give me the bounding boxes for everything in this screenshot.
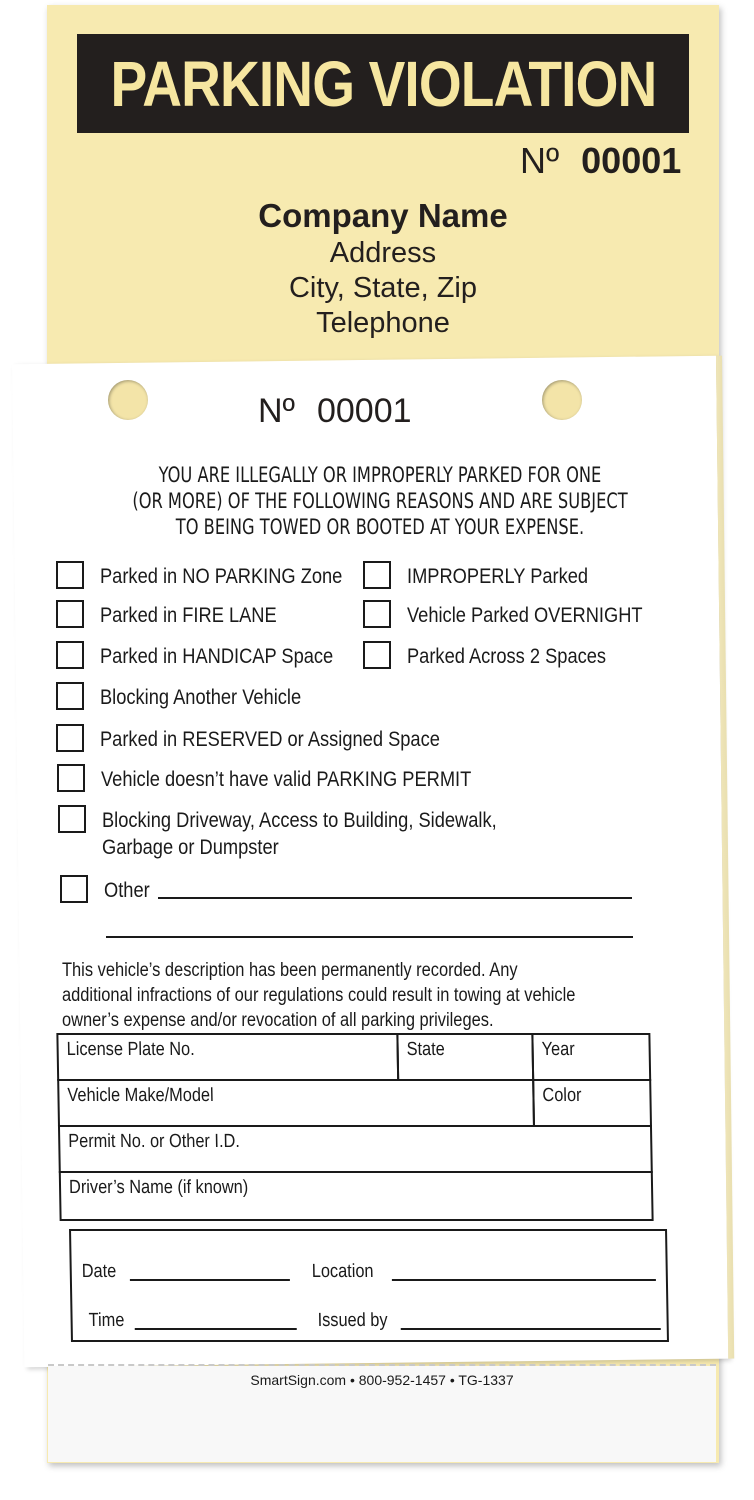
checkbox[interactable]	[60, 875, 88, 903]
number-symbol: Nº	[258, 392, 295, 430]
reason-label: Parked in FIRE LANE	[100, 604, 277, 627]
vehicle-description-notice	[62, 958, 633, 1033]
checkbox[interactable]	[58, 805, 86, 833]
reason-label: Parked in RESERVED or Assigned Space	[100, 728, 440, 751]
company-info	[200, 196, 566, 341]
year-field[interactable]	[531, 1033, 651, 1081]
time-label: Time	[88, 1310, 125, 1331]
state-field[interactable]	[396, 1033, 534, 1081]
ticket-number: 00001	[316, 392, 412, 430]
reason-overnight	[363, 602, 678, 629]
color-field[interactable]	[532, 1079, 652, 1127]
issued-by-label: Issued by	[317, 1310, 388, 1331]
checkbox[interactable]	[56, 561, 84, 589]
company-city-state-zip: City, State, Zip	[288, 272, 478, 304]
other-write-in-line[interactable]	[158, 897, 632, 899]
reason-handicap	[56, 643, 368, 670]
reason-label: Parked in NO PARKING Zone	[100, 565, 343, 588]
license-plate-field[interactable]	[56, 1033, 399, 1081]
checkbox[interactable]	[363, 600, 391, 628]
reason-label: Blocking Another Vehicle	[100, 686, 302, 709]
reason-label: IMPROPERLY Parked	[407, 565, 589, 588]
location-line[interactable]	[392, 1279, 656, 1281]
field-label: Year	[541, 1039, 575, 1060]
reason-permit	[57, 766, 527, 793]
date-line[interactable]	[130, 1279, 290, 1281]
company-name: Company Name	[258, 197, 508, 234]
issued-by-line[interactable]	[401, 1328, 661, 1330]
checkbox[interactable]	[56, 724, 84, 752]
driver-name-field[interactable]	[59, 1171, 654, 1221]
white-ticket-number	[258, 392, 412, 431]
description-line: owner’s expense and/or revocation of all parking privileges.	[62, 1010, 494, 1031]
reason-label-line: Blocking Driveway, Access to Building, Sidewalk,	[102, 809, 497, 832]
date-label: Date	[81, 1261, 117, 1282]
vehicle-info-table	[56, 1033, 653, 1221]
reason-improperly	[363, 563, 615, 590]
other-write-in-line-2[interactable]	[106, 936, 633, 938]
field-label: License Plate No.	[66, 1039, 195, 1060]
time-line[interactable]	[135, 1328, 297, 1330]
field-label: Driver’s Name (if known)	[68, 1177, 249, 1198]
issue-details-box	[69, 1229, 669, 1342]
permit-id-field[interactable]	[58, 1125, 653, 1173]
checkbox[interactable]	[363, 641, 391, 669]
reason-reserved	[56, 726, 491, 753]
reason-label: Vehicle doesn’t have valid PARKING PERMIT	[101, 768, 472, 791]
make-model-field[interactable]	[57, 1079, 535, 1127]
perforation-line[interactable]	[48, 1364, 716, 1366]
company-telephone: Telephone	[316, 307, 450, 339]
field-label: Color	[542, 1085, 582, 1106]
ticket-number: 00001	[581, 140, 682, 181]
notice-line: YOU ARE ILLEGALLY OR IMPROPERLY PARKED FOR ONE	[158, 463, 602, 487]
reason-label	[102, 807, 554, 861]
violation-notice	[88, 462, 673, 540]
reason-driveway	[58, 807, 622, 861]
yellow-ticket-number	[520, 140, 681, 182]
reason-label: Vehicle Parked OVERNIGHT	[407, 604, 643, 627]
ticket-title: PARKING VIOLATION	[110, 47, 656, 120]
header-banner	[77, 34, 689, 133]
company-address: Address	[329, 237, 437, 269]
number-symbol: Nº	[520, 140, 560, 181]
description-line: additional infractions of our regulations could result in towing at vehicle	[62, 985, 576, 1006]
field-label: State	[406, 1039, 445, 1060]
hang-hole-left	[108, 380, 148, 420]
reason-label: Other	[104, 879, 150, 902]
reason-blocking-vehicle	[56, 684, 331, 711]
reason-across-2	[363, 643, 636, 670]
field-label: Permit No. or Other I.D.	[68, 1131, 241, 1152]
checkbox[interactable]	[363, 561, 391, 589]
checkbox[interactable]	[56, 682, 84, 710]
checkbox[interactable]	[56, 641, 84, 669]
location-label: Location	[311, 1261, 374, 1282]
reason-label: Parked Across 2 Spaces	[407, 645, 607, 668]
footer-credits: SmartSign.com • 800-952-1457 • TG-1337	[250, 1372, 514, 1388]
field-label: Vehicle Make/Model	[67, 1085, 214, 1106]
checkbox[interactable]	[56, 600, 84, 628]
notice-line: TO BEING TOWED OR BOOTED AT YOUR EXPENSE.	[175, 515, 585, 539]
reason-other	[60, 877, 157, 904]
reason-fire-lane	[56, 602, 303, 629]
notice-line: (OR MORE) OF THE FOLLOWING REASONS AND ARE SUBJECT	[132, 489, 628, 513]
reason-label: Parked in HANDICAP Space	[100, 645, 334, 668]
reason-label-line: Garbage or Dumpster	[102, 836, 279, 859]
reason-no-parking	[56, 563, 379, 590]
hang-hole-right	[542, 380, 582, 420]
checkbox[interactable]	[57, 764, 85, 792]
description-line: This vehicle’s description has been permanently recorded. Any	[62, 960, 518, 981]
